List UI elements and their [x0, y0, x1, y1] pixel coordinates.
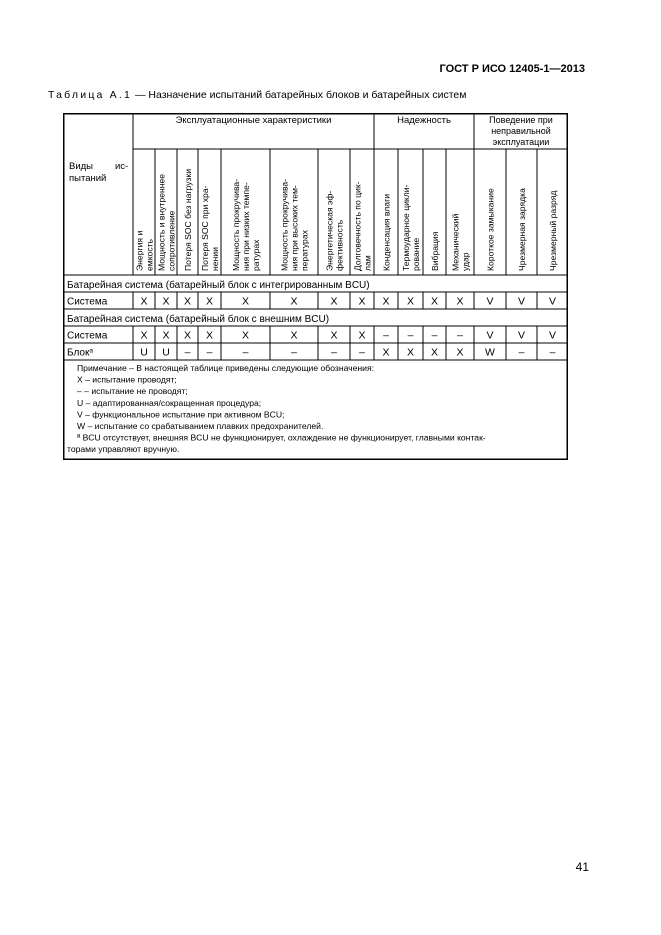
table-cell: X — [205, 295, 214, 308]
table-cell: V — [486, 295, 494, 308]
standard-header: ГОСТ Р ИСО 12405-1—2013 — [439, 63, 585, 75]
test-assignment-table — [63, 113, 568, 460]
column-header-5: ния при низких темпе- — [241, 182, 251, 271]
table-cell: – — [431, 329, 438, 342]
table-cell: U — [162, 346, 170, 359]
column-header-7: фективность — [334, 219, 345, 271]
row-label: Блок$^a$ — [67, 347, 93, 359]
row-header-text-3: пытаний — [69, 173, 107, 184]
caption-label: Таблица А.1 — [48, 89, 133, 101]
column-header-10: рование — [411, 237, 421, 271]
group-reliability-header: Надежность — [397, 115, 451, 126]
table-cell: X — [241, 329, 250, 342]
table-cell: V — [548, 295, 557, 308]
column-header-9: Конденсация влаги — [381, 193, 392, 271]
table-cell: – — [457, 329, 463, 342]
note-line: ª BCU отсутствует, внешняя BCU не функционирует, охлаждение не функционирует, главными контак- — [77, 432, 486, 443]
column-header-5: ратурах — [251, 239, 261, 271]
column-header-1: емкость — [144, 238, 155, 271]
column-header-8: Долговечность по цик- — [352, 181, 363, 271]
table-cell: V — [486, 329, 494, 342]
column-header-15: Чрезмерный разряд — [548, 190, 558, 271]
table-cell: – — [518, 346, 525, 359]
table-cell: X — [430, 346, 439, 359]
column-header-1: Энергия и — [134, 230, 145, 271]
column-header-6: пературах — [299, 230, 310, 271]
table-cell: – — [242, 346, 249, 359]
table-cell: X — [330, 295, 338, 308]
table-cell: X — [241, 295, 250, 308]
column-header-10: Термоударное цикли- — [401, 184, 411, 271]
note-line: Примечание – В настоящей таблице приведены следующие обозначения: — [77, 363, 375, 373]
table-cell: X — [162, 329, 170, 342]
column-header-12: удар — [460, 252, 471, 271]
caption-text: — Назначение испытаний батарейных блоков и батарейных систем — [132, 89, 467, 101]
table-cell: X — [430, 295, 439, 308]
table-cell: V — [517, 329, 526, 342]
column-header-4: нении — [210, 247, 220, 271]
group-abuse-header-line: неправильной — [491, 126, 551, 136]
table-cell: X — [140, 295, 148, 308]
table-cell: – — [407, 329, 414, 342]
group-abuse-header-line: эксплуатации — [492, 137, 550, 147]
table-cell: – — [383, 329, 389, 342]
table-cell: X — [358, 295, 366, 308]
table-cell: W — [485, 346, 495, 359]
table-cell: – — [206, 346, 213, 359]
table-cell: X — [183, 329, 192, 342]
table-cell: X — [140, 329, 148, 342]
row-header-text-2: ис- — [115, 161, 129, 172]
table-cell: X — [456, 346, 464, 359]
table-cell: X — [382, 295, 390, 308]
table-cell: – — [549, 346, 556, 359]
note-line: V – функциональное испытание при активном BCU; — [77, 409, 285, 420]
table-cell: – — [184, 346, 191, 359]
column-header-6: ния при высоких тем- — [289, 185, 300, 271]
column-header-8: лам — [362, 255, 373, 271]
column-header-13: Короткое замыкание — [485, 188, 496, 271]
group-abuse-header-line: Поведение при — [489, 115, 553, 125]
section-title: Батарейная система (батарейный блок с внешним BCU) — [67, 314, 330, 325]
table-cell: X — [162, 295, 170, 308]
column-header-4: Потеря SOC при хра- — [200, 185, 210, 271]
table-cell: X — [406, 346, 415, 359]
column-header-5: Мощность прокручива- — [231, 178, 241, 271]
note-line: – – испытание не проводят; — [77, 386, 188, 397]
table-cell: X — [205, 329, 214, 342]
table-cell: X — [406, 295, 415, 308]
table-cell: X — [382, 346, 390, 359]
group-operational-header: Эксплуатационные характеристики — [175, 115, 332, 126]
table-cell: X — [290, 295, 298, 308]
note-line: W – испытание со срабатыванием плавких предохранителей. — [77, 421, 324, 431]
table-cell: X — [330, 329, 338, 342]
table-cell: U — [140, 346, 148, 359]
page-number: 41 — [575, 860, 589, 874]
table-cell: V — [548, 329, 557, 342]
column-header-7: Энергетическая эф- — [324, 190, 335, 271]
column-header-2: сопротивление — [166, 210, 177, 271]
table-cell: V — [517, 295, 526, 308]
column-header-3: Потеря SOC без нагрузки — [183, 168, 193, 271]
table-cell: X — [456, 295, 464, 308]
row-header-text-1: Виды — [69, 161, 94, 172]
row-label: Система — [67, 296, 108, 308]
table-cell: X — [183, 295, 192, 308]
note-line: торами управляют вручную. — [67, 444, 180, 455]
table-cell: – — [359, 346, 365, 359]
table-cell: – — [291, 346, 297, 359]
note-line: X – испытание проводят; — [77, 374, 177, 385]
section-title: Батарейная система (батарейный блок с интегрированным BCU) — [67, 280, 370, 291]
column-header-14: Чрезмерная зарядка — [517, 188, 527, 271]
table-grid — [63, 113, 568, 460]
note-line: U – адаптированная/сокращенная процедура; — [77, 397, 262, 408]
column-header-11: Вибрация — [430, 231, 440, 271]
row-label: Система — [67, 330, 108, 342]
table-cell: X — [358, 329, 366, 342]
column-header-2: Мощность и внутреннее — [156, 173, 167, 271]
table-cell: X — [290, 329, 298, 342]
column-header-12: Механический — [450, 213, 461, 271]
column-header-6: Мощность прокручива- — [279, 178, 290, 271]
table-caption — [48, 89, 467, 101]
table-cell: – — [331, 346, 337, 359]
